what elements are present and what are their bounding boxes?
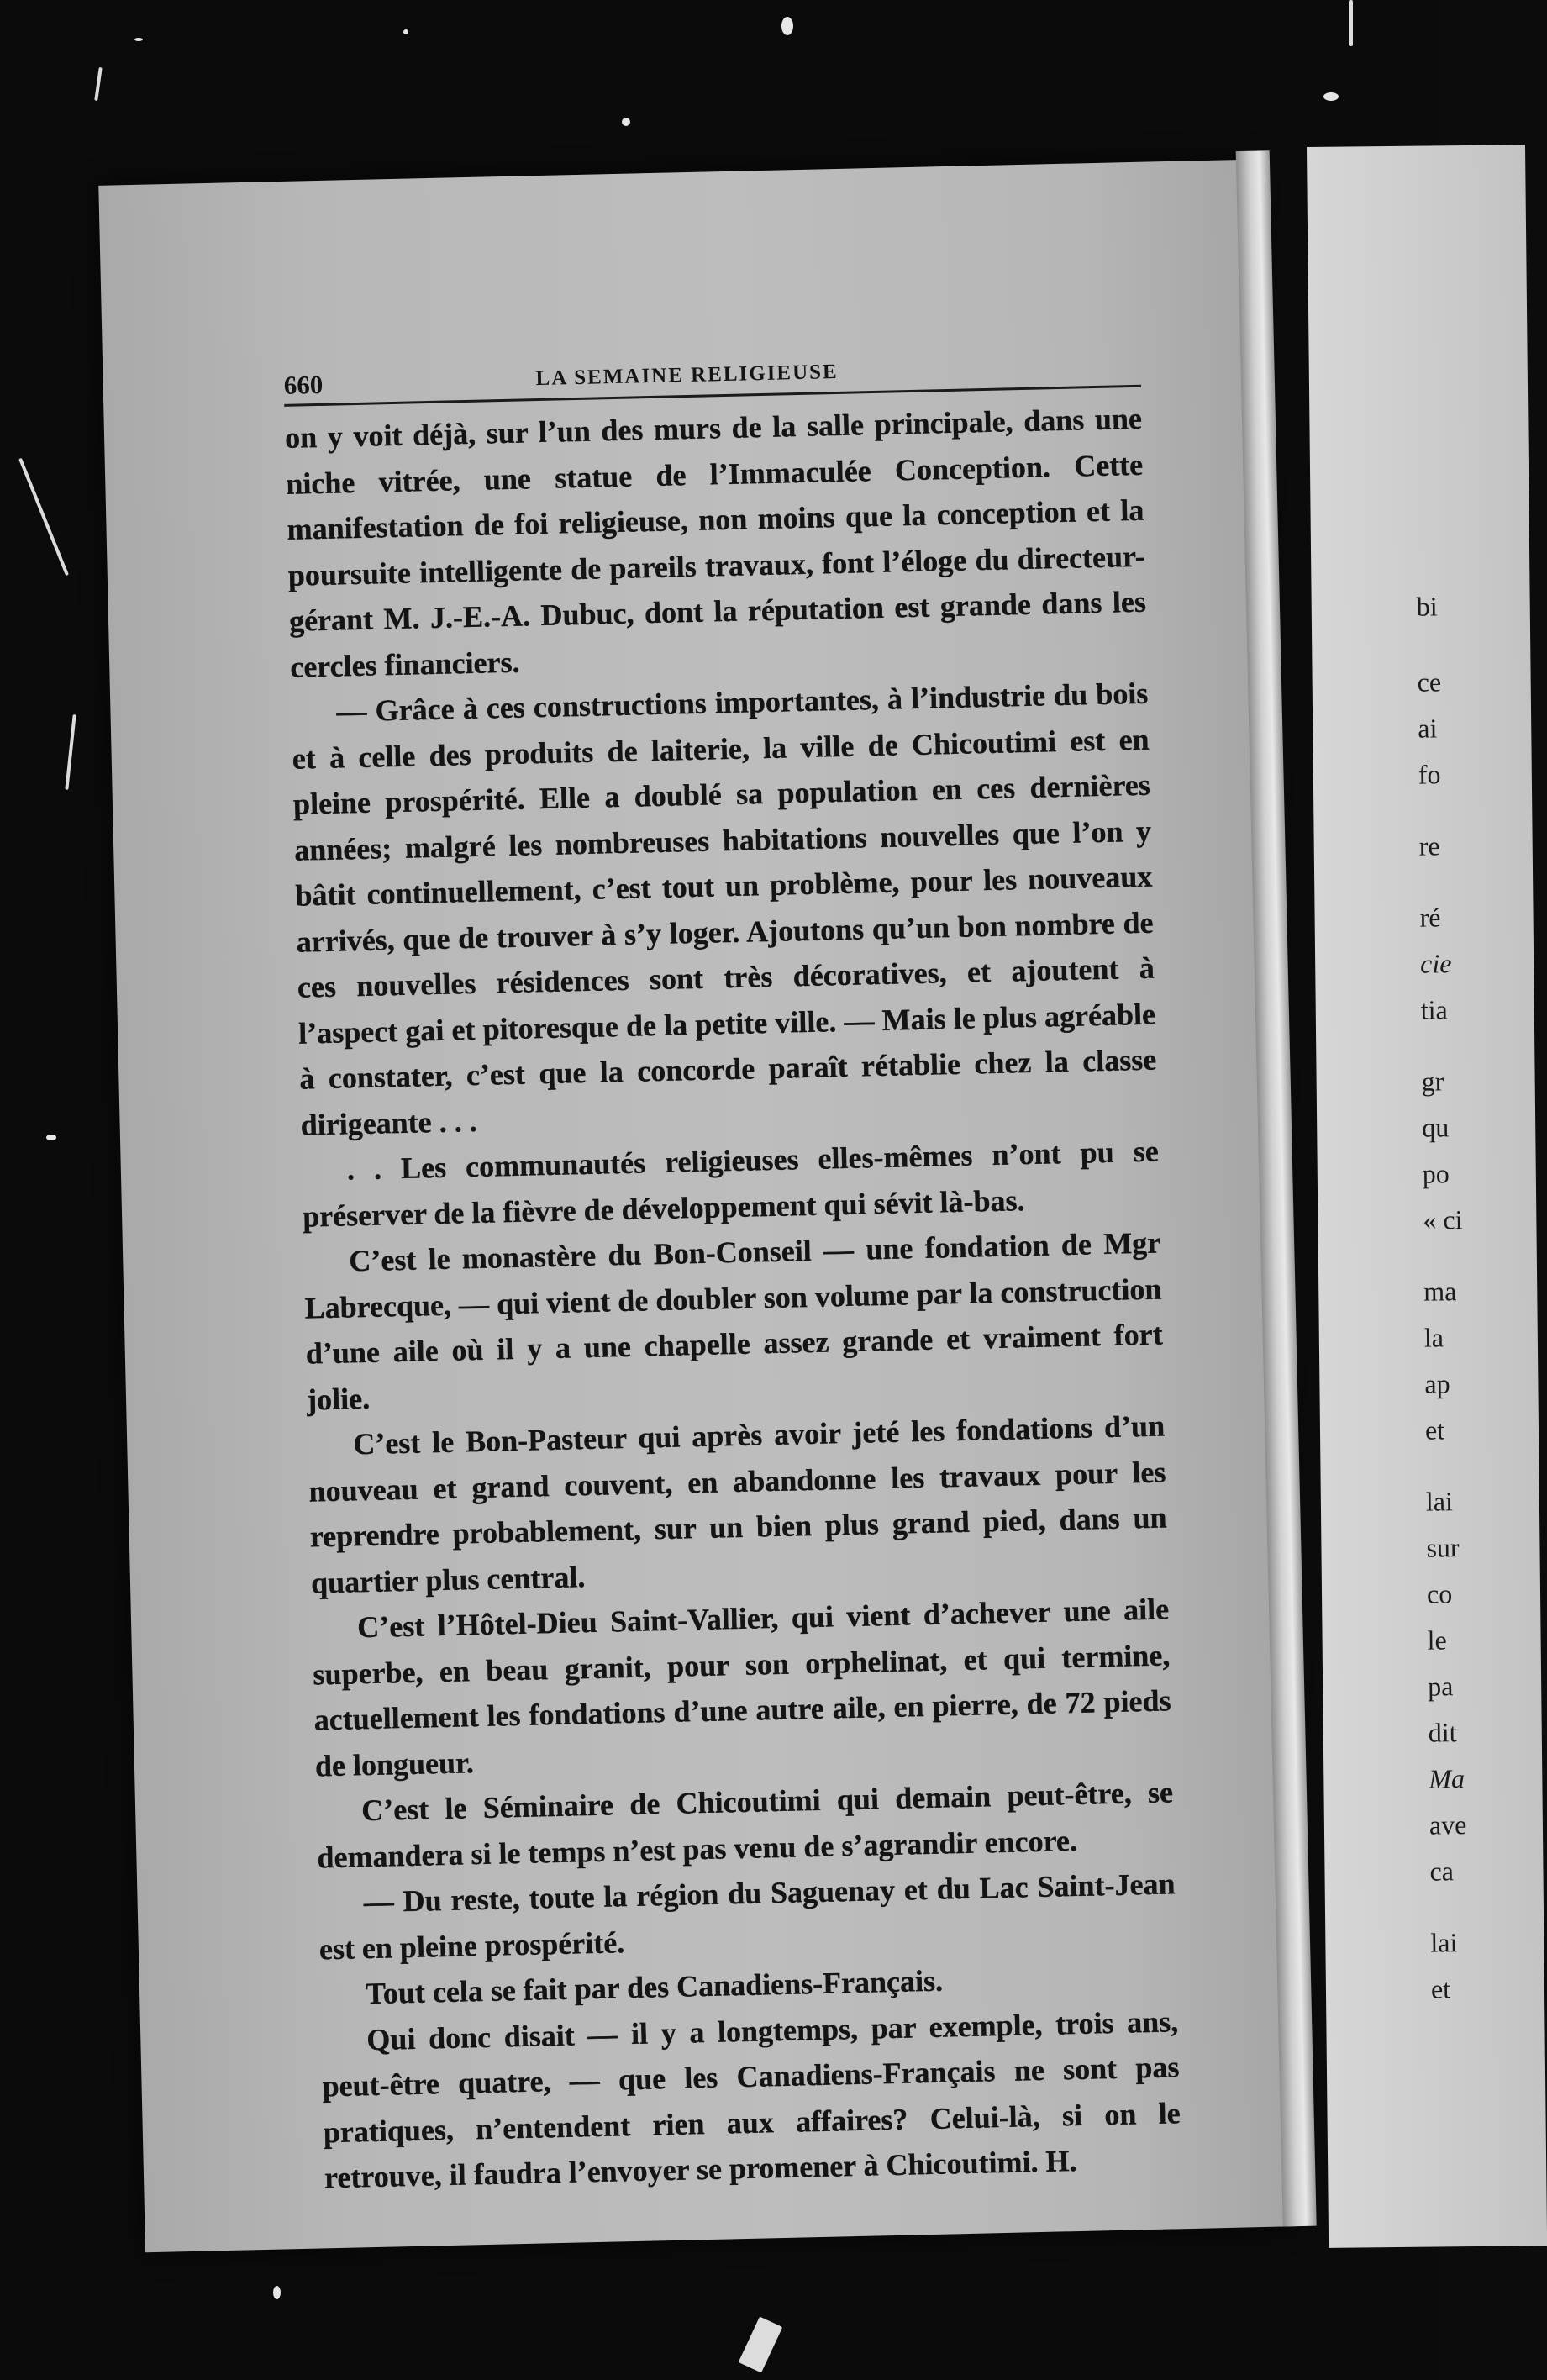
- dust-speck: [134, 38, 143, 41]
- main-page: [98, 160, 1296, 2252]
- page-number: 660: [283, 369, 324, 400]
- adjacent-page-fragment: co: [1426, 1578, 1453, 1609]
- adjacent-page-fragment: lai: [1430, 1927, 1458, 1958]
- journal-title: LA SEMAINE RELIGIEUSE: [535, 360, 839, 391]
- adjacent-page-fragment: le: [1427, 1624, 1447, 1656]
- dust-speck: [46, 1135, 56, 1140]
- adjacent-page-fragment: dit: [1428, 1717, 1457, 1748]
- adjacent-page-fragment: ai: [1418, 713, 1438, 744]
- adjacent-page-fragment: pa: [1427, 1671, 1454, 1702]
- adjacent-page-fragment: et: [1430, 1973, 1451, 2004]
- paragraph: C’est le monastère du Bon-Conseil — une fondation de Mgr Labrecque, — qui vient de doubler son volume par la construction d’une aile où il y a une chapelle assez grande et vraiment fort jolie.: [304, 1225, 1164, 1417]
- dust-speck: [273, 2286, 281, 2299]
- paragraph: C’est le Bon-Pasteur qui après avoir jeté les fondations d’un nouveau et grand couvent, en abandonne les travaux pour les reprendre probablement, sur un bien plus grand pied, dans un quartier plus central.: [308, 1409, 1168, 1600]
- paragraph: — Du reste, toute la région du Saguenay et du Lac Saint-Jean est en pleine prospérité.: [318, 1867, 1176, 1966]
- paragraph: C’est l’Hôtel-Dieu Saint-Vallier, qui vient d’achever une aile superbe, en beau granit, pour son orphelinat, et qui termine, actuellement les fondations d’une autre aile, en pierre, de 72 pieds de longueur.: [313, 1592, 1171, 1782]
- adjacent-page-fragment: ap: [1424, 1368, 1450, 1399]
- adjacent-page-fragment: bi: [1416, 591, 1438, 622]
- paragraph: Tout cela se fait par des Canadiens-Français.: [365, 1963, 944, 2011]
- adjacent-page-fragment: qu: [1422, 1112, 1450, 1143]
- scratch-mark: [94, 67, 103, 101]
- paragraph: Qui donc disait — il y a longtemps, par exemple, trois ans, peut-être quatre, — que les Canadiens-Français ne sont pas pratiques, n’entendent rien aux affaires? Celui-là, si on le retrouve, il faudra l’envoyer se promener à Chicoutimi. H.: [322, 2004, 1181, 2195]
- adjacent-page-fragment: fo: [1418, 759, 1441, 790]
- dust-speck: [1323, 92, 1339, 101]
- paragraph: . . Les communautés religieuses elles-mêmes n’ont pu se préserver de la fièvre de développement qui sévit là-bas.: [302, 1134, 1160, 1234]
- adjacent-page: [1307, 145, 1547, 2248]
- page-content: [283, 351, 1181, 2201]
- dust-speck: [403, 29, 408, 34]
- adjacent-page-fragment: sur: [1426, 1532, 1460, 1563]
- adjacent-page-fragment: et: [1424, 1414, 1445, 1445]
- scratch-mark: [1349, 0, 1353, 46]
- dust-speck: [781, 17, 793, 35]
- adjacent-page-fragment: Ma: [1429, 1763, 1465, 1794]
- adjacent-page-fragment: « ci: [1423, 1204, 1463, 1235]
- adjacent-page-fragment: ma: [1423, 1276, 1457, 1307]
- dust-speck: [622, 118, 630, 126]
- adjacent-page-fragment: po: [1422, 1158, 1450, 1189]
- adjacent-page-fragment: gr: [1421, 1066, 1444, 1097]
- page-edge: [1236, 150, 1317, 2226]
- adjacent-page-fragment: ca: [1429, 1856, 1455, 1887]
- paragraph: on y voit déjà, sur l’un des murs de la salle principale, dans une niche vitrée, une statue de l’Immaculée Conception. Cette manifestation de foi religieuse, non moins que la conception et la poursuite intelligente de pareils travaux, font l’éloge du directeur-gérant M. J.-E.-A. Dubuc, dont la réputation est grande dans les cercles financiers.: [284, 401, 1147, 684]
- adjacent-page-fragment: ave: [1429, 1809, 1467, 1840]
- scratch-mark: [65, 714, 76, 790]
- paragraph: C’est le Séminaire de Chicoutimi qui demain peut-être, se demandera si le temps n’est pas venu de s’agrandir encore.: [317, 1775, 1174, 1874]
- paragraph: — Grâce à ces constructions importantes, à l’industrie du bois et à celle des produits de laiterie, la ville de Chicoutimi est en pleine prospérité. Elle a doublé sa population en ces dernières années; malgré les nombreuses habitations nouvelles que l’on y bâtit continuellement, c’est tout un problème, pour les nouveaux arrivés, que de trouver à s’y loger. Ajoutons qu’un bon nombre de ces nouvelles résidences sont très décoratives, et ajoutent à l’aspect gai et pitoresque de la petite ville. — Mais le plus agréable à constater, c’est que la concorde paraît rétablie chez la classe dirigeante . . .: [292, 676, 1157, 1142]
- adjacent-page-fragment: re: [1418, 830, 1440, 861]
- adjacent-page-fragment: tia: [1420, 994, 1448, 1025]
- adjacent-page-fragment: ré: [1419, 902, 1441, 933]
- adjacent-page-fragment: cie: [1419, 948, 1452, 979]
- adjacent-page-fragment: ce: [1417, 666, 1442, 698]
- scratch-mark: [18, 458, 69, 577]
- adjacent-page-fragment: la: [1423, 1322, 1444, 1353]
- adjacent-page-fragment: lai: [1425, 1486, 1454, 1517]
- scratch-mark: [739, 2316, 783, 2372]
